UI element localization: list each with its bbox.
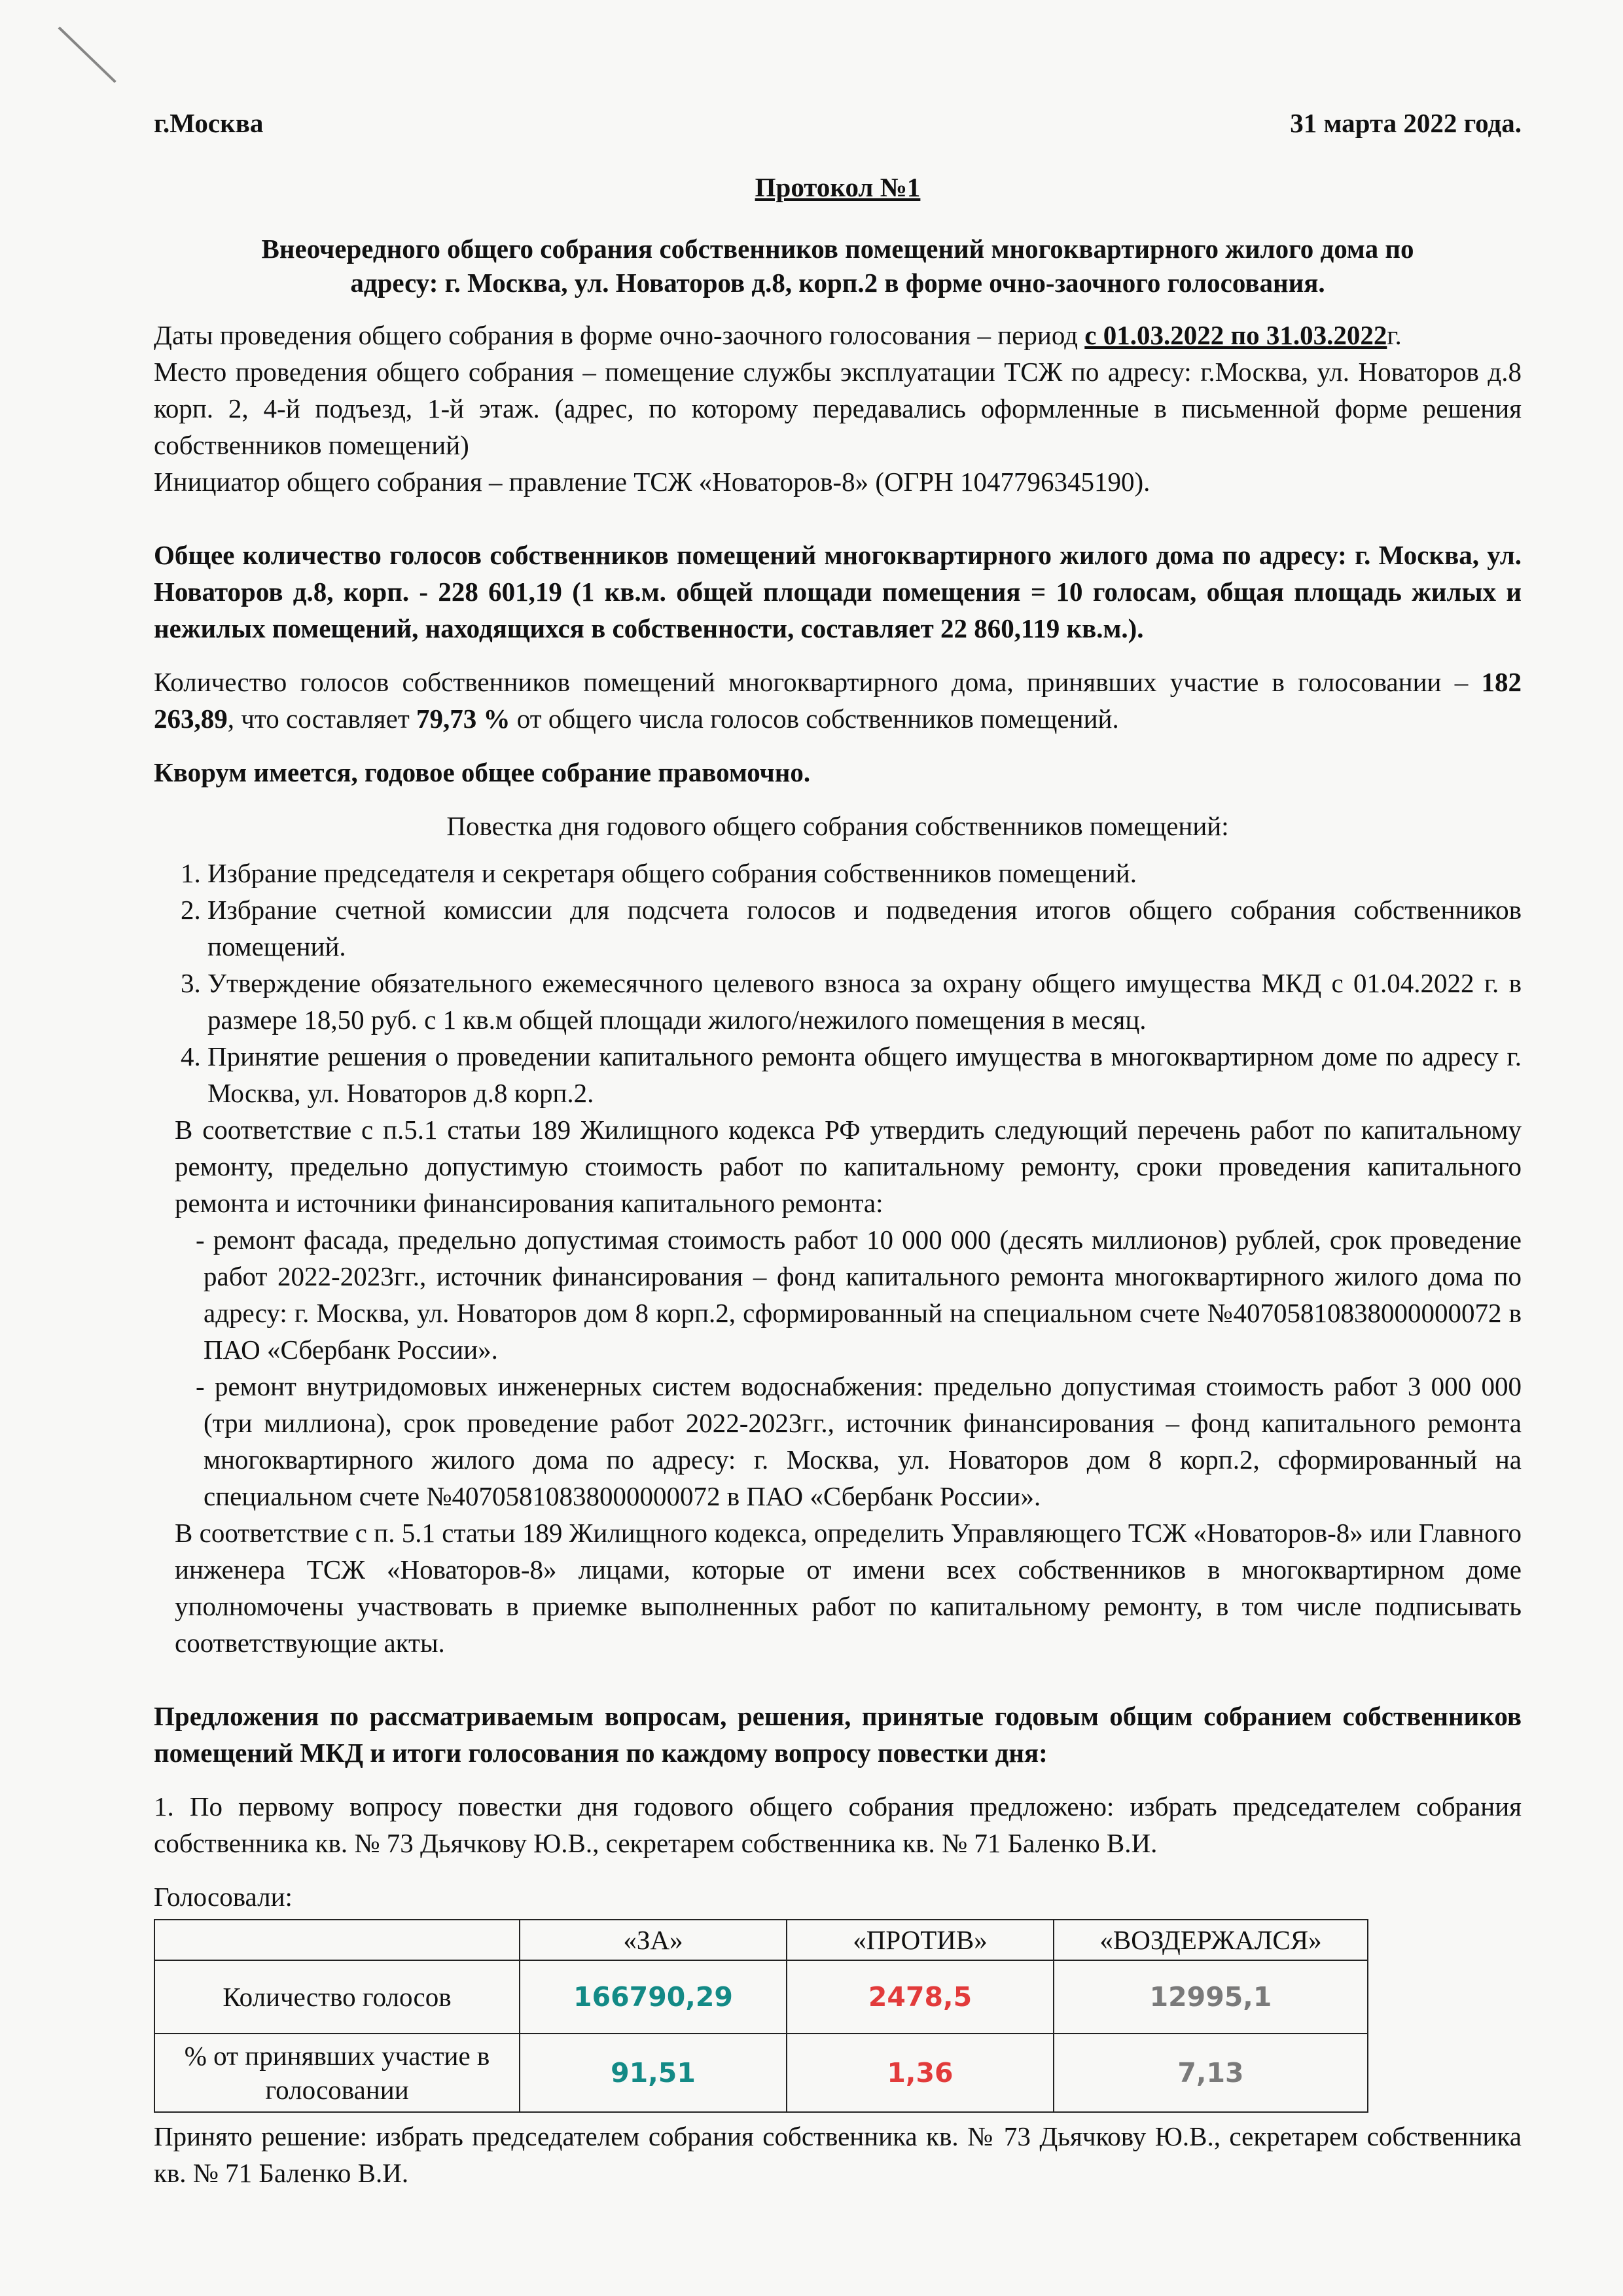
agenda-title: Повестка дня годового общего собрания собственников помещений: xyxy=(446,811,1229,841)
proposals-title: Предложения по рассматриваемым вопросам, решения, принятые годовым общим собранием собственников помещений МКД и итоги голосования по каждому вопросу повестки дня: xyxy=(154,1701,1522,1768)
subtitle-line-2: адресу: г. Москва, ул. Новаторов д.8, корп.2 в форме очно-заочного голосования. xyxy=(350,268,1325,298)
meeting-initiator: Инициатор общего собрания – правление ТСЖ «Новаторов-8» (ОГРН 1047796345190). xyxy=(154,467,1150,497)
document-title: Протокол №1 xyxy=(755,172,921,202)
participation-middle: , что составляет xyxy=(227,704,417,734)
participation-suffix: от общего числа голосов собственников помещений. xyxy=(510,704,1119,734)
agenda-item: 1. Избрание председателя и секретаря общего собрания собственников помещений. xyxy=(207,855,1522,891)
scan-artifact-mark xyxy=(58,27,116,83)
item4-text: В соответствие с п.5.1 статьи 189 Жилищного кодекса РФ утвердить следующий перечень работ по капитальному ремонту, предельно допустимую стоимость работ по капитальному ремонту, сроки проведения капитального ремонта и источники финансирования капитального ремонта: xyxy=(175,1115,1522,1218)
item4-water-works: - ремонт внутридомовых инженерных систем водоснабжения: предельно допустимая стоимость работ 3 000 000 (три миллиона), срок проведение работ 2022-2023гг., источник финансирования – фонд капитального ремонта многоквартирного жилого дома по адресу: г. Москва, ул. Новаторов дом 8 корп.2, сформированный на специальном счете №40705810838000000072 в ПАО «Сбербанк России». xyxy=(196,1371,1522,1511)
vote-table-row xyxy=(154,1960,1368,2034)
meeting-dates xyxy=(154,317,1522,353)
header-row xyxy=(154,105,1522,141)
total-votes: Общее количество голосов собственников помещений многоквартирного жилого дома по адресу: г. Москва, ул. Новаторов д.8, корп. - 228 601,19 (1 кв.м. общей площади помещения = 10 голосам, общая площадь жилых и нежилых помещений, находящихся в собственности, составляет 22 860,119 кв.м.). xyxy=(154,540,1522,643)
document-date: 31 марта 2022 года. xyxy=(1290,108,1522,138)
protocol-page xyxy=(154,105,1522,2191)
vote-table-row xyxy=(154,2034,1368,2112)
participation-percent: 79,73 % xyxy=(416,704,510,734)
vote-header-for: «ЗА» xyxy=(520,1920,787,1960)
votes-against-percent: 1,36 xyxy=(787,2034,1054,2112)
votes-for-percent: 91,51 xyxy=(520,2034,787,2112)
vote-table-corner xyxy=(154,1920,520,1960)
votes-against-count: 2478,5 xyxy=(787,1960,1054,2034)
city: г.Москва xyxy=(154,108,264,138)
quorum: Кворум имеется, годовое общее собрание правомочно. xyxy=(154,757,811,787)
meeting-place: Место проведения общего собрания – помещение службы эксплуатации ТСЖ по адресу: г.Москва, ул. Новаторов д.8 корп. 2, 4-й подъезд, 1-й этаж. (адрес, по которому передавались оформленные в письменной форме решения собственников помещений) xyxy=(154,357,1522,460)
dates-period: с 01.03.2022 по 31.03.2022 xyxy=(1084,320,1387,350)
participation-votes: 182 263,89 xyxy=(154,667,1522,734)
vote-header-abstain: «ВОЗДЕРЖАЛСЯ» xyxy=(1054,1920,1368,1960)
vote-row-label: % от принявших участие в голосовании xyxy=(154,2034,520,2112)
document-subtitle xyxy=(154,232,1522,300)
agenda-item: 2. Избрание счетной комиссии для подсчета голосов и подведения итогов общего собрания собственников помещений. xyxy=(207,891,1522,965)
subtitle-line-1: Внеочередного общего собрания собственников помещений многоквартирного жилого дома по xyxy=(261,234,1414,264)
participation xyxy=(154,664,1522,737)
item4-facade-works: - ремонт фасада, предельно допустимая стоимость работ 10 000 000 (десять миллионов) рублей, срок проведение работ 2022-2023гг., источник финансирования – фонд капитального ремонта многоквартирного жилого дома по адресу: г. Москва, ул. Новаторов дом 8 корп.2, сформированный на специальном счете №40705810838000000072 в ПАО «Сбербанк России». xyxy=(196,1225,1522,1365)
votes-for-count: 166790,29 xyxy=(520,1960,787,2034)
dates-suffix: г. xyxy=(1387,320,1402,350)
item4-authorized-persons: В соответствие с п. 5.1 статьи 189 Жилищного кодекса, определить Управляющего ТСЖ «Новаторов-8» или Главного инженера ТСЖ «Новаторов-8» лицами, которые от имени всех собственников в многоквартирном доме уполномочены участвовать в приемке выполненных работ по капитальному ремонту, в том числе подписывать соответствующие акты. xyxy=(175,1518,1522,1658)
vote-row-label: Количество голосов xyxy=(154,1960,520,2034)
vote-header-against: «ПРОТИВ» xyxy=(787,1920,1054,1960)
voted-label: Голосовали: xyxy=(154,1882,293,1912)
decision: Принято решение: избрать председателем собрания собственника кв. № 73 Дьячкову Ю.В., секретарем собственника кв. № 71 Баленко В.И. xyxy=(154,2121,1522,2188)
votes-abstain-percent: 7,13 xyxy=(1054,2034,1368,2112)
vote-table xyxy=(154,1919,1368,2113)
agenda-list xyxy=(154,855,1522,1111)
votes-abstain-count: 12995,1 xyxy=(1054,1960,1368,2034)
agenda-item: 3. Утверждение обязательного ежемесячного целевого взноса за охрану общего имущества МКД с 01.04.2022 г. в размере 18,50 руб. с 1 кв.м общей площади жилого/нежилого помещения в месяц. xyxy=(207,965,1522,1038)
dates-prefix: Даты проведения общего собрания в форме очно-заочного голосования – период xyxy=(154,320,1085,350)
vote-table-header-row xyxy=(154,1920,1368,1960)
agenda-item: 4. Принятие решения о проведении капитального ремонта общего имущества в многоквартирном доме по адресу г. Москва, ул. Новаторов д.8 корп.2. xyxy=(207,1038,1522,1111)
question-1: 1. По первому вопросу повестки дня годового общего собрания предложено: избрать председателем собрания собственника кв. № 73 Дьячкову Ю.В., секретарем собственника кв. № 71 Баленко В.И. xyxy=(154,1791,1522,1858)
participation-prefix: Количество голосов собственников помещений многоквартирного дома, принявших участие в голосовании – xyxy=(154,667,1482,697)
